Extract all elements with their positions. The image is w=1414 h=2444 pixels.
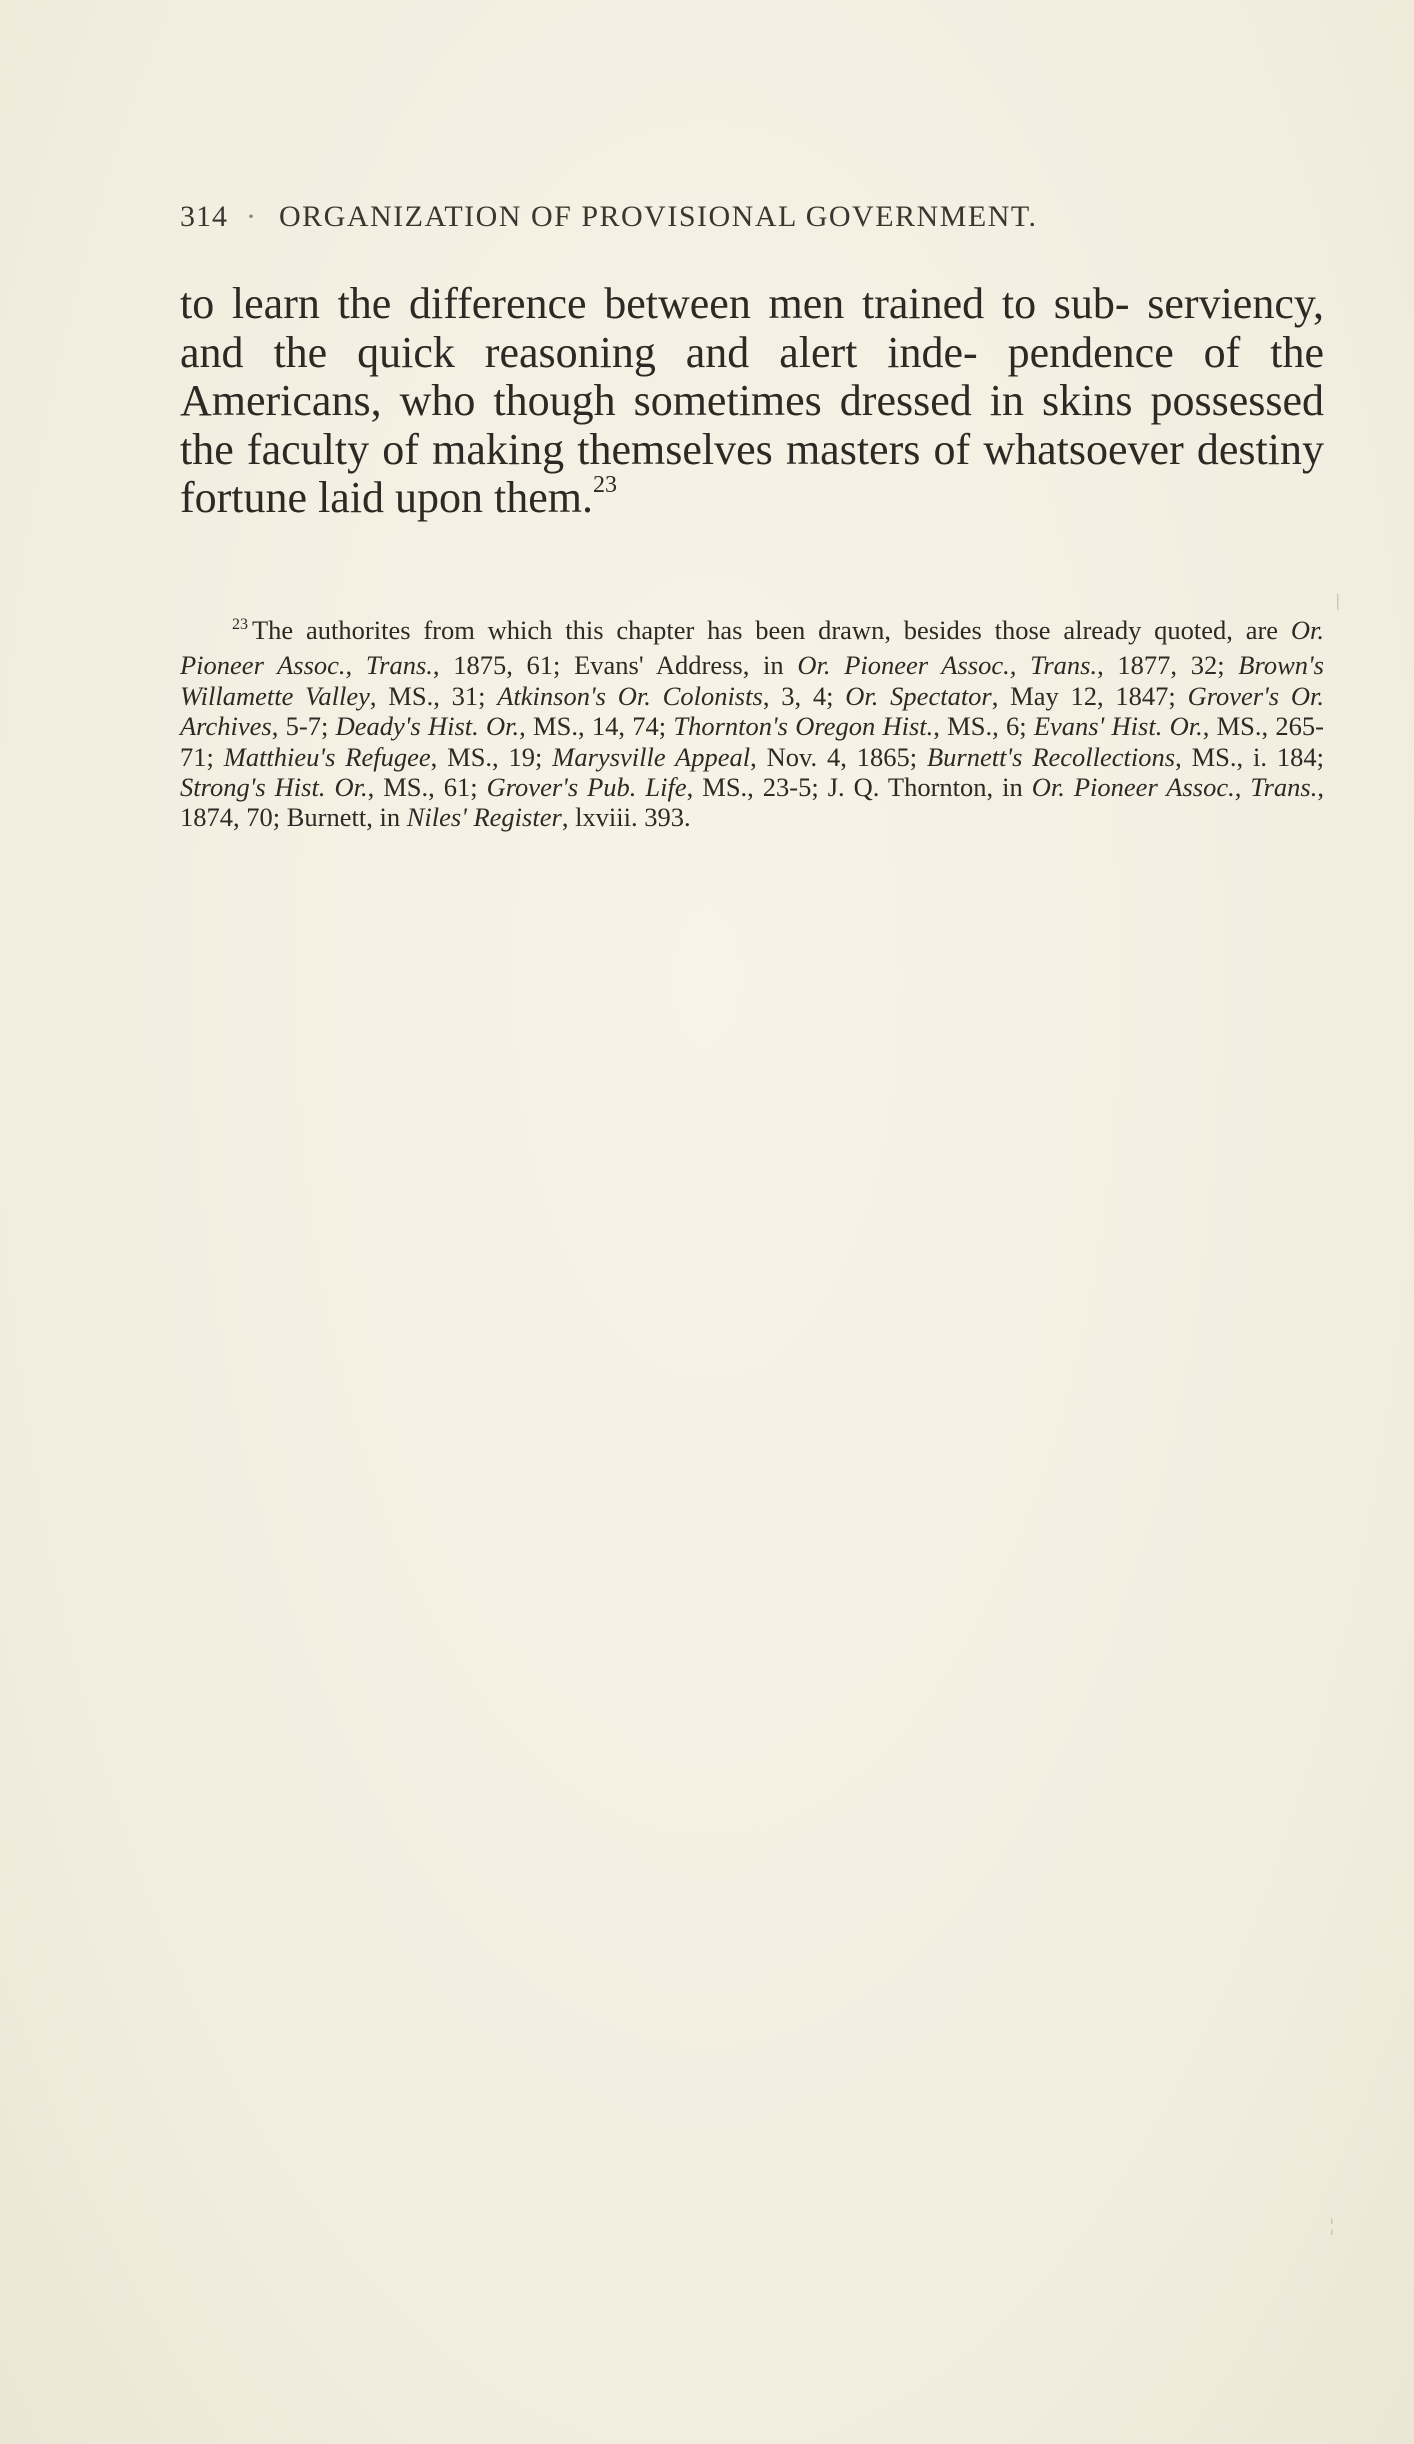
footnote-run: , 5-7; <box>271 711 336 742</box>
running-title: ORGANIZATION OF PROVISIONAL GOVERNMENT. <box>279 200 1038 233</box>
footnote-run: , 1877, 32; <box>1097 650 1239 681</box>
body-line: themselves masters of whatsoever destiny fortune <box>180 424 1325 522</box>
citation-title: Burnett's Recollections <box>927 741 1176 772</box>
citation-title: Evans' Hist. Or. <box>1033 711 1203 742</box>
footnote-run: , MS., i. 184; <box>1175 741 1324 772</box>
citation-title: Grover's Pub. Life <box>486 772 687 803</box>
body-line: to learn the difference between men trained to sub- <box>180 279 1130 328</box>
footnote-run: The authorites from which this chapter has been drawn, besides those already quoted, are <box>252 615 1291 645</box>
margin-tick: | <box>1336 590 1340 610</box>
header-separator: · <box>246 200 257 233</box>
citation-title: Atkinson's Or. Colonists <box>497 680 763 711</box>
footnote-run: , MS., 61; <box>367 772 487 803</box>
body-line: pendence of the Americans, who though sometimes <box>180 327 1324 425</box>
citation-title: Niles' Register <box>406 802 562 833</box>
body-paragraph <box>180 280 1324 523</box>
citation-title: Thornton's Oregon Hist. <box>673 711 934 742</box>
footnote-run: , 1874, 70; Burnett, in <box>180 772 1324 833</box>
footnote-run: , Nov. 4, 1865; <box>750 741 927 772</box>
body-line: dressed in skins possessed the faculty of making <box>180 376 1324 474</box>
footnote-run: , May 12, 1847; <box>991 680 1188 711</box>
citation-title: Deady's Hist. Or. <box>335 711 520 742</box>
footnote-run: , 3, 4; <box>762 680 846 711</box>
footnote-run: , MS., 19; <box>430 741 553 772</box>
body-line: serviency, and the quick reasoning and alert inde- <box>180 279 1325 377</box>
citation-title: Marysville Appeal <box>552 741 751 772</box>
running-head <box>180 200 1200 234</box>
footnote-run: , MS., 14, 74; <box>519 711 674 742</box>
citation-title: Or. Spectator <box>845 680 992 711</box>
citation-title: Brown's Willamette Valley <box>180 650 1324 711</box>
footnote-run: , MS., 265-71; <box>180 711 1324 772</box>
citation-title: Matthieu's Refugee <box>223 741 431 772</box>
citation-title: Or. Pioneer Assoc., Trans. <box>797 650 1098 681</box>
citation-title: Strong's Hist. Or. <box>180 772 368 803</box>
footnote-run: , MS., 31; <box>369 680 498 711</box>
page-number: 314 <box>180 200 228 233</box>
citation-title: Or. Pioneer Assoc., Trans. <box>180 615 1324 681</box>
citation-title: Grover's Or. Archives <box>180 680 1325 742</box>
footnote-run: , MS., 23-5; J. Q. Thornton, in <box>686 772 1032 803</box>
body-line: laid upon them. <box>318 473 594 522</box>
footnote-run: , lxviii. 393. <box>561 802 691 833</box>
footnote-marker: 23 <box>232 616 248 633</box>
footnote-run: , 1875, 61; Evans' Address, in <box>432 650 798 681</box>
citation-title: Or. Pioneer Assoc., Trans. <box>1031 772 1318 803</box>
footnote <box>180 615 1324 833</box>
footnote-run: , MS., 6; <box>933 711 1034 742</box>
footnote-text <box>180 615 1324 832</box>
margin-tick: ¦ <box>1330 2215 1334 2235</box>
footnote-reference: 23 <box>593 472 618 499</box>
